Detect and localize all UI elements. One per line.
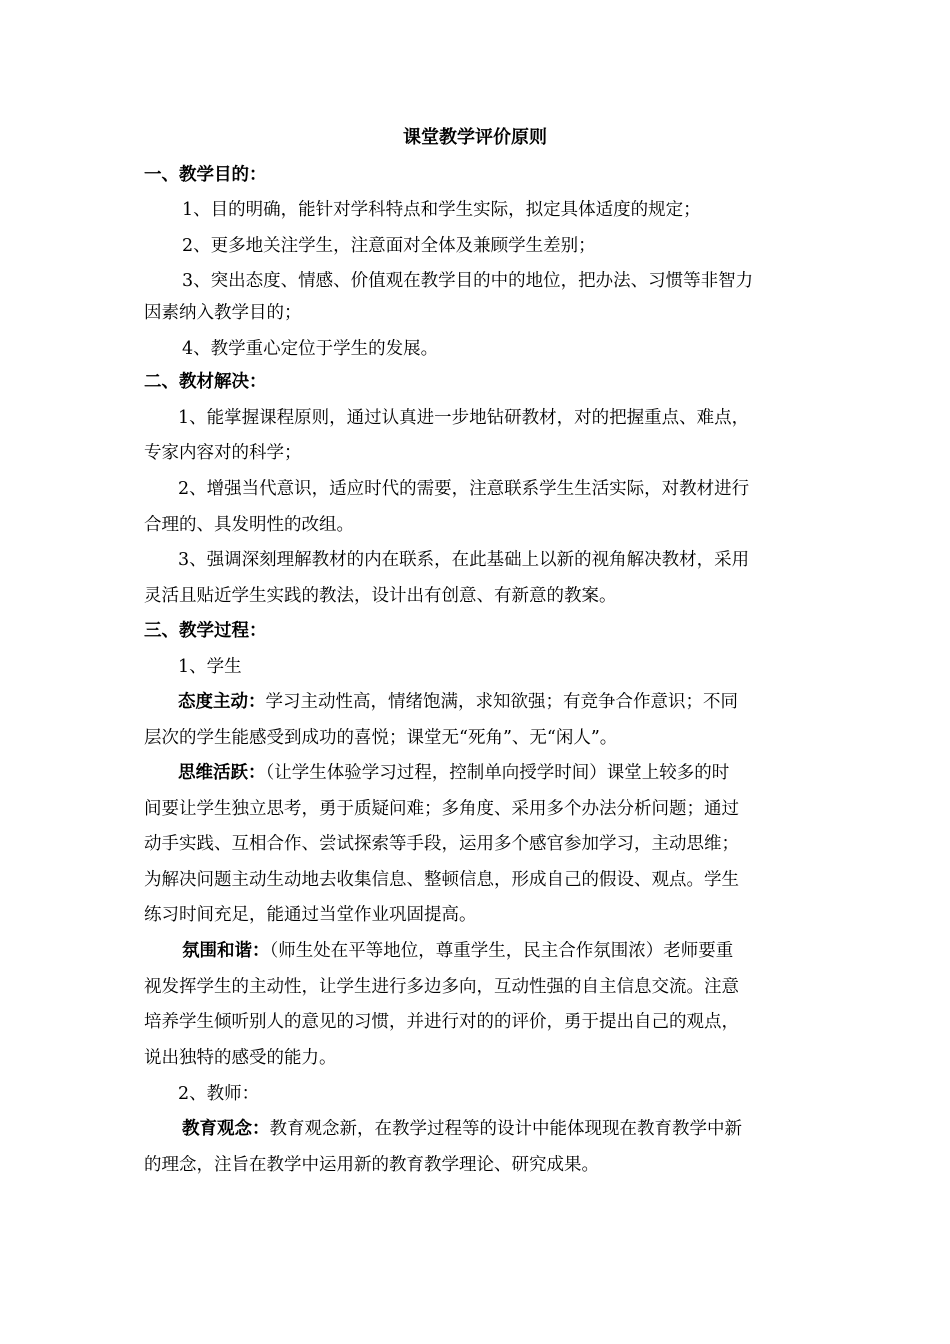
document-title: 课堂教学评价原则: [403, 127, 547, 148]
materials-item-3-line1: 3、强调深刻理解教材的内在联系，在此基础上以新的视角解决教材，采用: [178, 550, 750, 570]
atmosphere-line-2: 视发挥学生的主动性，让学生进行多边多向，互动性强的自主信息交流。注意: [144, 977, 739, 997]
materials-item-1-line1: 1、能掌握课程原则，通过认真进一步地钻研教材，对的把握重点、难点，: [178, 408, 750, 428]
process-teacher-label: 2、教师：: [178, 1084, 260, 1104]
materials-item-3-line2: 灵活且贴近学生实践的教法，设计出有创意、有新意的教案。: [144, 586, 617, 606]
materials-item-2-line2: 合理的、具发明性的改组。: [144, 515, 354, 535]
objective-item-2: 2、更多地关注学生，注意面对全体及兼顾学生差别；: [182, 236, 596, 256]
attitude-line-1: [178, 689, 858, 715]
thinking-term: 思维活跃：: [178, 763, 266, 783]
section-heading-objectives: 一、教学目的：: [144, 165, 267, 185]
concept-term: 教育观念：: [182, 1119, 270, 1139]
thinking-line-4: 为解决问题主动生动地去收集信息、整顿信息，形成自己的假设、观点。学生: [144, 870, 739, 890]
section-heading-materials: 二、教材解决：: [144, 372, 267, 392]
section-heading-process: 三、教学过程：: [144, 621, 267, 641]
process-student-label: 1、学生: [178, 657, 242, 677]
objective-item-1: 1、目的明确，能针对学科特点和学生实际，拟定具体适度的规定；: [182, 200, 701, 220]
attitude-line-2: 层次的学生能感受到成功的喜悦；课堂无“死角”、无“闲人”。: [144, 728, 618, 748]
concept-line-2: 的理念，注旨在教学中运用新的教育教学理论、研究成果。: [144, 1155, 599, 1175]
thinking-line-2: 间要让学生独立思考，勇于质疑问难；多角度、采用多个办法分析问题；通过: [144, 799, 739, 819]
thinking-line-1: [178, 760, 858, 786]
atmosphere-line-3: 培养学生倾听别人的意见的习惯，并进行对的的评价，勇于提出自己的观点，: [144, 1012, 739, 1032]
attitude-text-1: 学习主动性高，情绪饱满，求知欲强；有竞争合作意识；不同: [265, 692, 738, 712]
atmosphere-text-1: （师生处在平等地位，尊重学生，民主合作氛围浓）老师要重: [269, 941, 734, 961]
concept-line-1: [182, 1116, 862, 1142]
materials-item-2-line1: 2、增强当代意识，适应时代的需要，注意联系学生生活实际，对教材进行: [178, 479, 750, 499]
atmosphere-term: 氛围和谐：: [182, 941, 270, 961]
atmosphere-line-4: 说出独特的感受的能力。: [144, 1048, 337, 1068]
materials-item-1-line2: 专家内容对的科学；: [144, 443, 302, 463]
attitude-term: 态度主动：: [178, 692, 266, 712]
atmosphere-line-1: [182, 938, 862, 964]
objective-item-3-line1: 3、突出态度、情感、价值观在教学目的中的地位，把办法、习惯等非智力: [182, 271, 754, 291]
thinking-line-5: 练习时间充足，能通过当堂作业巩固提高。: [144, 905, 477, 925]
objective-item-3-line2: 因素纳入教学目的；: [144, 303, 302, 323]
thinking-line-3: 动手实践、互相合作、尝试探索等手段，运用多个感官参加学习，主动思维；: [144, 834, 739, 854]
thinking-text-1: （让学生体验学习过程，控制单向授学时间）课堂上较多的时: [265, 763, 730, 783]
objective-item-4: 4、教学重心定位于学生的发展。: [182, 339, 439, 359]
concept-text-1: 教育观念新，在教学过程等的设计中能体现现在教育教学中新: [269, 1119, 742, 1139]
